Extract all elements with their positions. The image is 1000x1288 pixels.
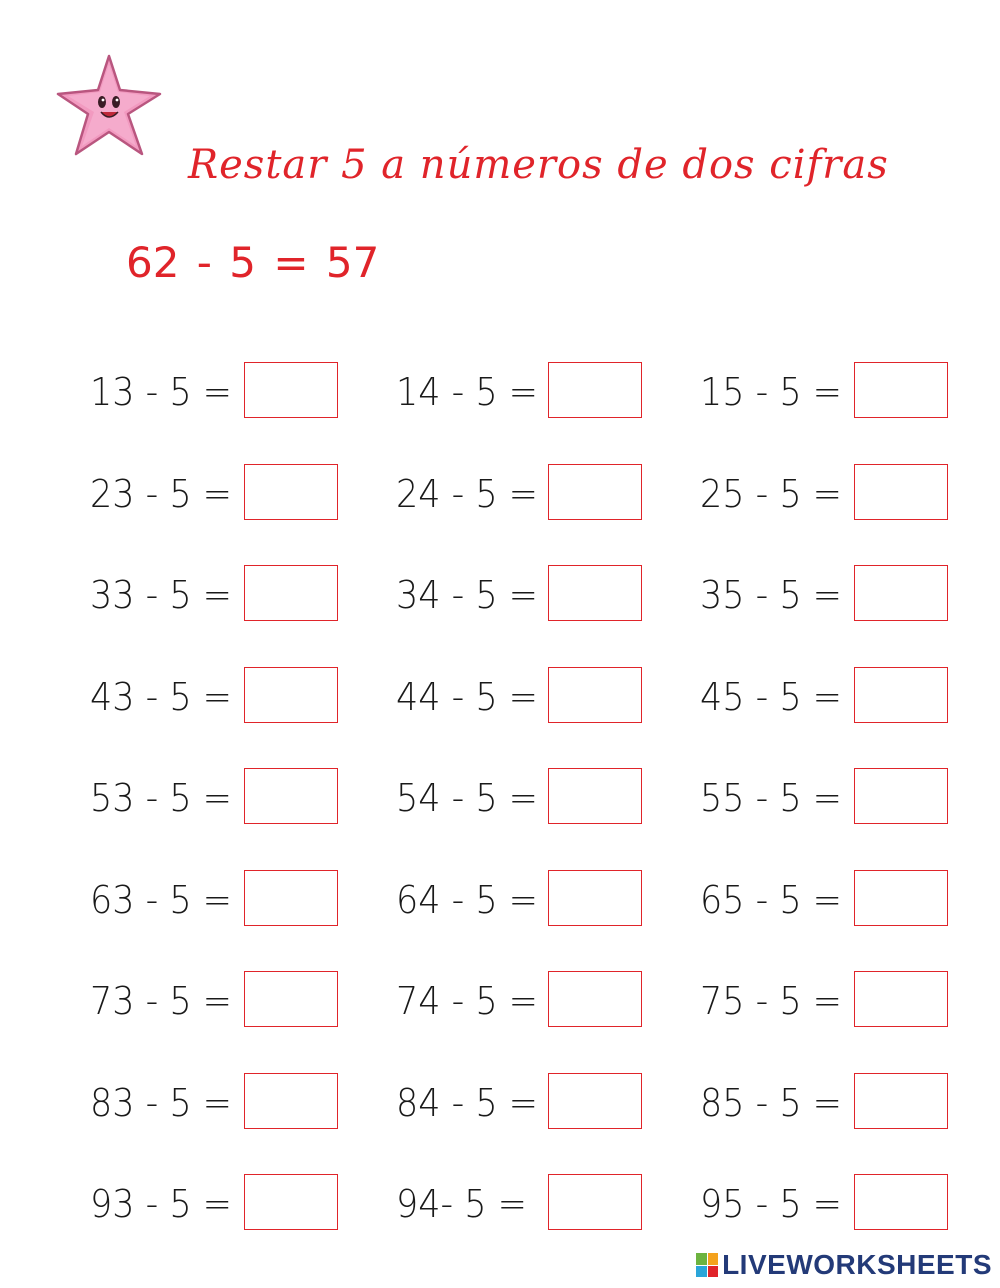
exercise-expression: 24 - 5 = [396,471,538,516]
answer-box[interactable] [548,870,642,926]
exercise-item [90,1073,370,1133]
answer-box[interactable] [548,667,642,723]
brand-name: LIVEWORKSHEETS [722,1249,992,1280]
exercise-expression: 53 - 5 = [90,776,232,820]
answer-box[interactable] [548,464,642,520]
answer-box[interactable] [854,768,948,824]
exercise-item [700,565,980,625]
liveworksheets-logo-icon [696,1253,718,1277]
branding [696,1250,992,1280]
exercise-item [396,565,676,625]
exercise-expression: 94- 5 = [396,1182,527,1226]
answer-box[interactable] [548,971,642,1027]
answer-box[interactable] [548,1073,642,1129]
answer-box[interactable] [854,362,948,418]
exercise-item [90,768,370,828]
answer-box[interactable] [548,362,642,418]
exercise-item [396,971,676,1031]
exercise-expression: 15 - 5 = [700,370,842,414]
exercise-item [90,870,370,930]
exercise-expression: 63 - 5 = [90,877,232,922]
exercise-item [396,768,676,828]
answer-box[interactable] [854,667,948,723]
exercise-item [396,464,676,524]
exercise-expression: 44 - 5 = [396,674,538,719]
exercise-expression: 34 - 5 = [396,573,538,617]
answer-box[interactable] [244,768,338,824]
exercise-expression: 25 - 5 = [700,471,842,516]
exercise-expression: 54 - 5 = [396,776,538,820]
exercise-item [90,464,370,524]
answer-box[interactable] [854,971,948,1027]
answer-box[interactable] [854,464,948,520]
exercise-expression: 93 - 5 = [90,1182,232,1226]
answer-box[interactable] [244,870,338,926]
exercise-expression: 13 - 5 = [90,370,232,414]
exercise-item [700,768,980,828]
exercise-expression: 85 - 5 = [700,1080,842,1125]
exercise-expression: 33 - 5 = [90,573,232,617]
answer-box[interactable] [244,667,338,723]
exercise-expression: 43 - 5 = [90,674,232,719]
exercise-expression: 64 - 5 = [396,877,538,922]
answer-box[interactable] [244,1073,338,1129]
exercise-item [396,870,676,930]
exercise-expression: 83 - 5 = [90,1080,232,1125]
exercise-item [90,565,370,625]
exercise-item [700,870,980,930]
exercise-expression: 14 - 5 = [396,370,538,414]
worksheet-title: Restar 5 a números de dos cifras [188,142,889,188]
exercise-item [396,667,676,727]
answer-box[interactable] [548,565,642,621]
exercise-item [700,362,980,422]
answer-box[interactable] [244,464,338,520]
exercise-item [700,464,980,524]
exercise-item [90,667,370,727]
answer-box[interactable] [244,1174,338,1230]
exercise-expression: 65 - 5 = [700,877,842,922]
exercise-expression: 73 - 5 = [90,979,232,1023]
answer-box[interactable] [854,870,948,926]
exercise-expression: 35 - 5 = [700,573,842,617]
exercise-expression: 74 - 5 = [396,979,538,1023]
exercise-expression: 95 - 5 = [700,1182,842,1226]
exercise-item [396,1174,676,1234]
exercise-expression: 84 - 5 = [396,1080,538,1125]
answer-box[interactable] [854,1174,948,1230]
exercise-item [700,667,980,727]
answer-box[interactable] [244,565,338,621]
exercise-item [90,1174,370,1234]
exercise-item [700,1174,980,1234]
answer-box[interactable] [244,362,338,418]
exercise-item [700,1073,980,1133]
exercise-expression: 55 - 5 = [700,776,842,820]
exercise-expression: 45 - 5 = [700,674,842,719]
answer-box[interactable] [854,1073,948,1129]
exercise-item [396,362,676,422]
answer-box[interactable] [854,565,948,621]
exercise-item [90,362,370,422]
exercise-expression: 23 - 5 = [90,471,232,516]
answer-box[interactable] [548,768,642,824]
exercise-item [700,971,980,1031]
exercise-item [90,971,370,1031]
exercise-item [396,1073,676,1133]
answer-box[interactable] [548,1174,642,1230]
exercise-expression: 75 - 5 = [700,979,842,1023]
worked-example: 62 - 5 = 57 [126,238,380,287]
answer-box[interactable] [244,971,338,1027]
